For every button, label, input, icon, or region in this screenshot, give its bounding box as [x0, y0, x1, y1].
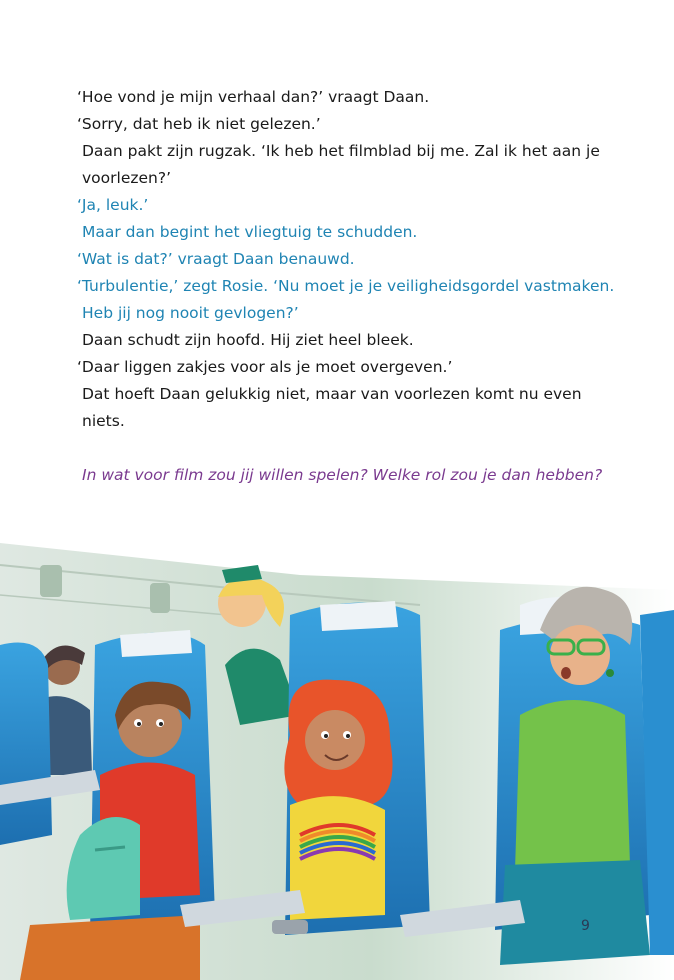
- page-number: 9: [581, 918, 590, 934]
- story-line: Dat hoeft Daan gelukkig niet, maar van voorlezen komt nu even: [82, 385, 582, 403]
- story-line: voorlezen?’: [82, 169, 172, 187]
- story-line: ‘Turbulentie,’ zegt Rosie. ‘Nu moet je je veiligheidsgordel vastmaken.: [77, 277, 615, 295]
- story-line: niets.: [82, 412, 125, 430]
- story-line: ‘Sorry, dat heb ik niet gelezen.’: [77, 115, 321, 133]
- story-line: ‘Wat is dat?’ vraagt Daan benauwd.: [77, 250, 355, 268]
- story-line: ‘Daar liggen zakjes voor als je moet overgeven.’: [77, 358, 453, 376]
- story-line: Maar dan begint het vliegtuig te schudden.: [82, 223, 418, 241]
- story-line: ‘Hoe vond je mijn verhaal dan?’ vraagt Daan.: [77, 88, 430, 106]
- story-line: ‘Ja, leuk.’: [77, 196, 149, 214]
- reflection-question: In wat voor film zou jij willen spelen? Welke rol zou je dan hebben?: [82, 466, 603, 484]
- story-line: Daan pakt zijn rugzak. ‘Ik heb het filmblad bij me. Zal ik het aan je: [82, 142, 600, 160]
- story-text: [77, 84, 637, 435]
- story-line: Heb jij nog nooit gevlogen?’: [82, 304, 299, 322]
- story-line: Daan schudt zijn hoofd. Hij ziet heel bleek.: [82, 331, 414, 349]
- airplane-cabin-illustration: [0, 535, 674, 980]
